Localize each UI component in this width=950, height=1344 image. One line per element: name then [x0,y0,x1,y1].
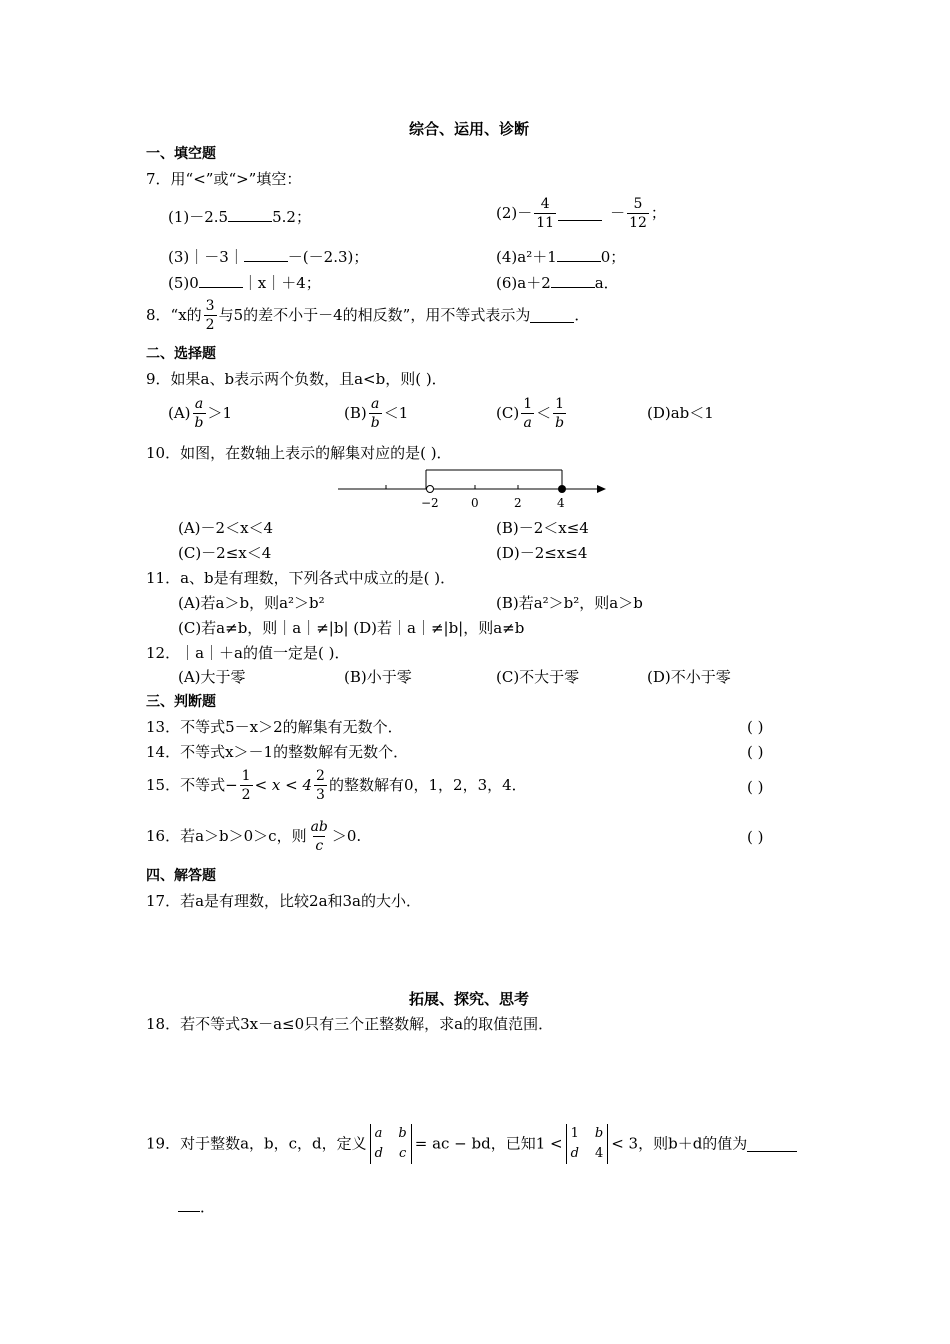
answer-blank [244,247,288,262]
q11-option-cd: (C)若a≠b，则｜a｜≠|b| (D)若｜a｜≠|b|，则a≠b [178,619,525,637]
section-heading: 四、解答题 [146,868,216,884]
question-11-stem: 11．a、b是有理数，下列各式中成立的是( )． [146,569,456,587]
answer-paren: ( ) [747,778,764,796]
q12-option-c: (C)不大于零 [496,668,580,686]
answer-blank [558,206,602,221]
q9-option-a: (A) $\frac{a}{b}$ ＞1 [168,396,233,431]
q10-option-a: (A)－2＜x＜4 [178,519,274,537]
q7-part-6: (6)a＋2 a． [496,274,619,292]
tick-label: 2 [514,496,522,510]
q10-option-d: (D)－2≤x≤4 [496,544,588,562]
section-heading: 一、填空题 [146,146,216,162]
answer-blank [199,273,243,288]
answer-blank [178,1197,200,1212]
q12-option-b: (B)小于零 [344,668,412,686]
question-18: 18．若不等式3x－a≤0只有三个正整数解，求a的取值范围． [146,1015,554,1033]
tick-label: −2 [421,496,439,510]
q7-part-2: (2)－ $\frac{4}{11}$ － $\frac{5}{12}$ ； [496,196,666,231]
determinant-2: 1 b d 4 [566,1124,609,1164]
q10-option-b: (B)－2＜x≤4 [496,519,589,537]
question-14: 14．不等式x＞－1的整数解有无数个． [146,743,409,761]
answer-paren: ( ) [747,828,764,846]
question-17: 17．若a是有理数，比较2a和3a的大小． [146,892,422,910]
question-7-stem: 7．用“<”或“>”填空： [146,170,302,188]
question-10-stem: 10．如图，在数轴上表示的解集对应的是( )． [146,444,452,462]
section-heading: 二、选择题 [146,346,216,362]
section-title: 拓展、探究、思考 [409,990,530,1008]
question-15: 15．不等式− $\frac{1}{2}$ < x < 4 $\frac{2}{3}$ 的整数解有0，1，2，3，4． [146,768,527,803]
answer-blank [530,308,574,323]
answer-blank [557,247,601,262]
number-line-figure [334,465,614,513]
question-13: 13．不等式5－x＞2的解集有无数个． [146,718,403,736]
q11-option-a: (A)若a＞b，则a²＞b² [178,594,325,612]
question-12-stem: 12．｜a｜＋a的值一定是( )． [146,644,350,662]
answer-blank [747,1137,797,1152]
q9-option-c: (C) $\frac{1}{a}$ ＜ $\frac{1}{b}$ [496,396,565,431]
question-19: 19．对于整数a，b，c，d，定义 a b d c = ac − bd，已知1 < 1 b d 4 < 3，则b＋d的值为 [146,1124,797,1164]
page-title: 综合、运用、诊断 [409,120,530,138]
q10-option-c: (C)－2≤x＜4 [178,544,272,562]
q12-option-a: (A)大于零 [178,668,246,686]
answer-blank [228,207,272,222]
answer-blank [551,273,595,288]
question-16: 16．若a＞b＞0＞c，则 $\frac{ab}{c}$ ＞0. [146,819,362,854]
determinant-1: a b d c [370,1124,412,1164]
q19-continuation: ． [178,1197,215,1215]
tick-label: 0 [471,496,479,510]
q9-option-d: (D)ab＜1 [647,404,714,422]
q12-option-d: (D)不小于零 [647,668,731,686]
q9-option-b: (B) $\frac{a}{b}$ ＜1 [344,396,409,431]
answer-paren: ( ) [747,743,764,761]
tick-label: 4 [557,496,565,510]
answer-paren: ( ) [747,718,764,736]
section-heading: 三、判断题 [146,694,216,710]
q7-part-5: (5)0 ｜x｜＋4； [168,274,321,292]
question-8: 8．“x的 $\frac{3}{2}$ 与5的差不小于－4的相反数”，用不等式表示为 ． [146,298,590,333]
q7-part-3: (3)｜－3｜ －(－2.3)； [168,248,369,266]
q7-part-4: (4)a²＋1 0； [496,248,626,266]
q11-option-b: (B)若a²＞b²，则a＞b [496,594,643,612]
question-9-stem: 9．如果a、b表示两个负数，且a<b，则( )． [146,370,447,388]
q7-part-1: (1)－2.5 5.2； [168,208,311,226]
